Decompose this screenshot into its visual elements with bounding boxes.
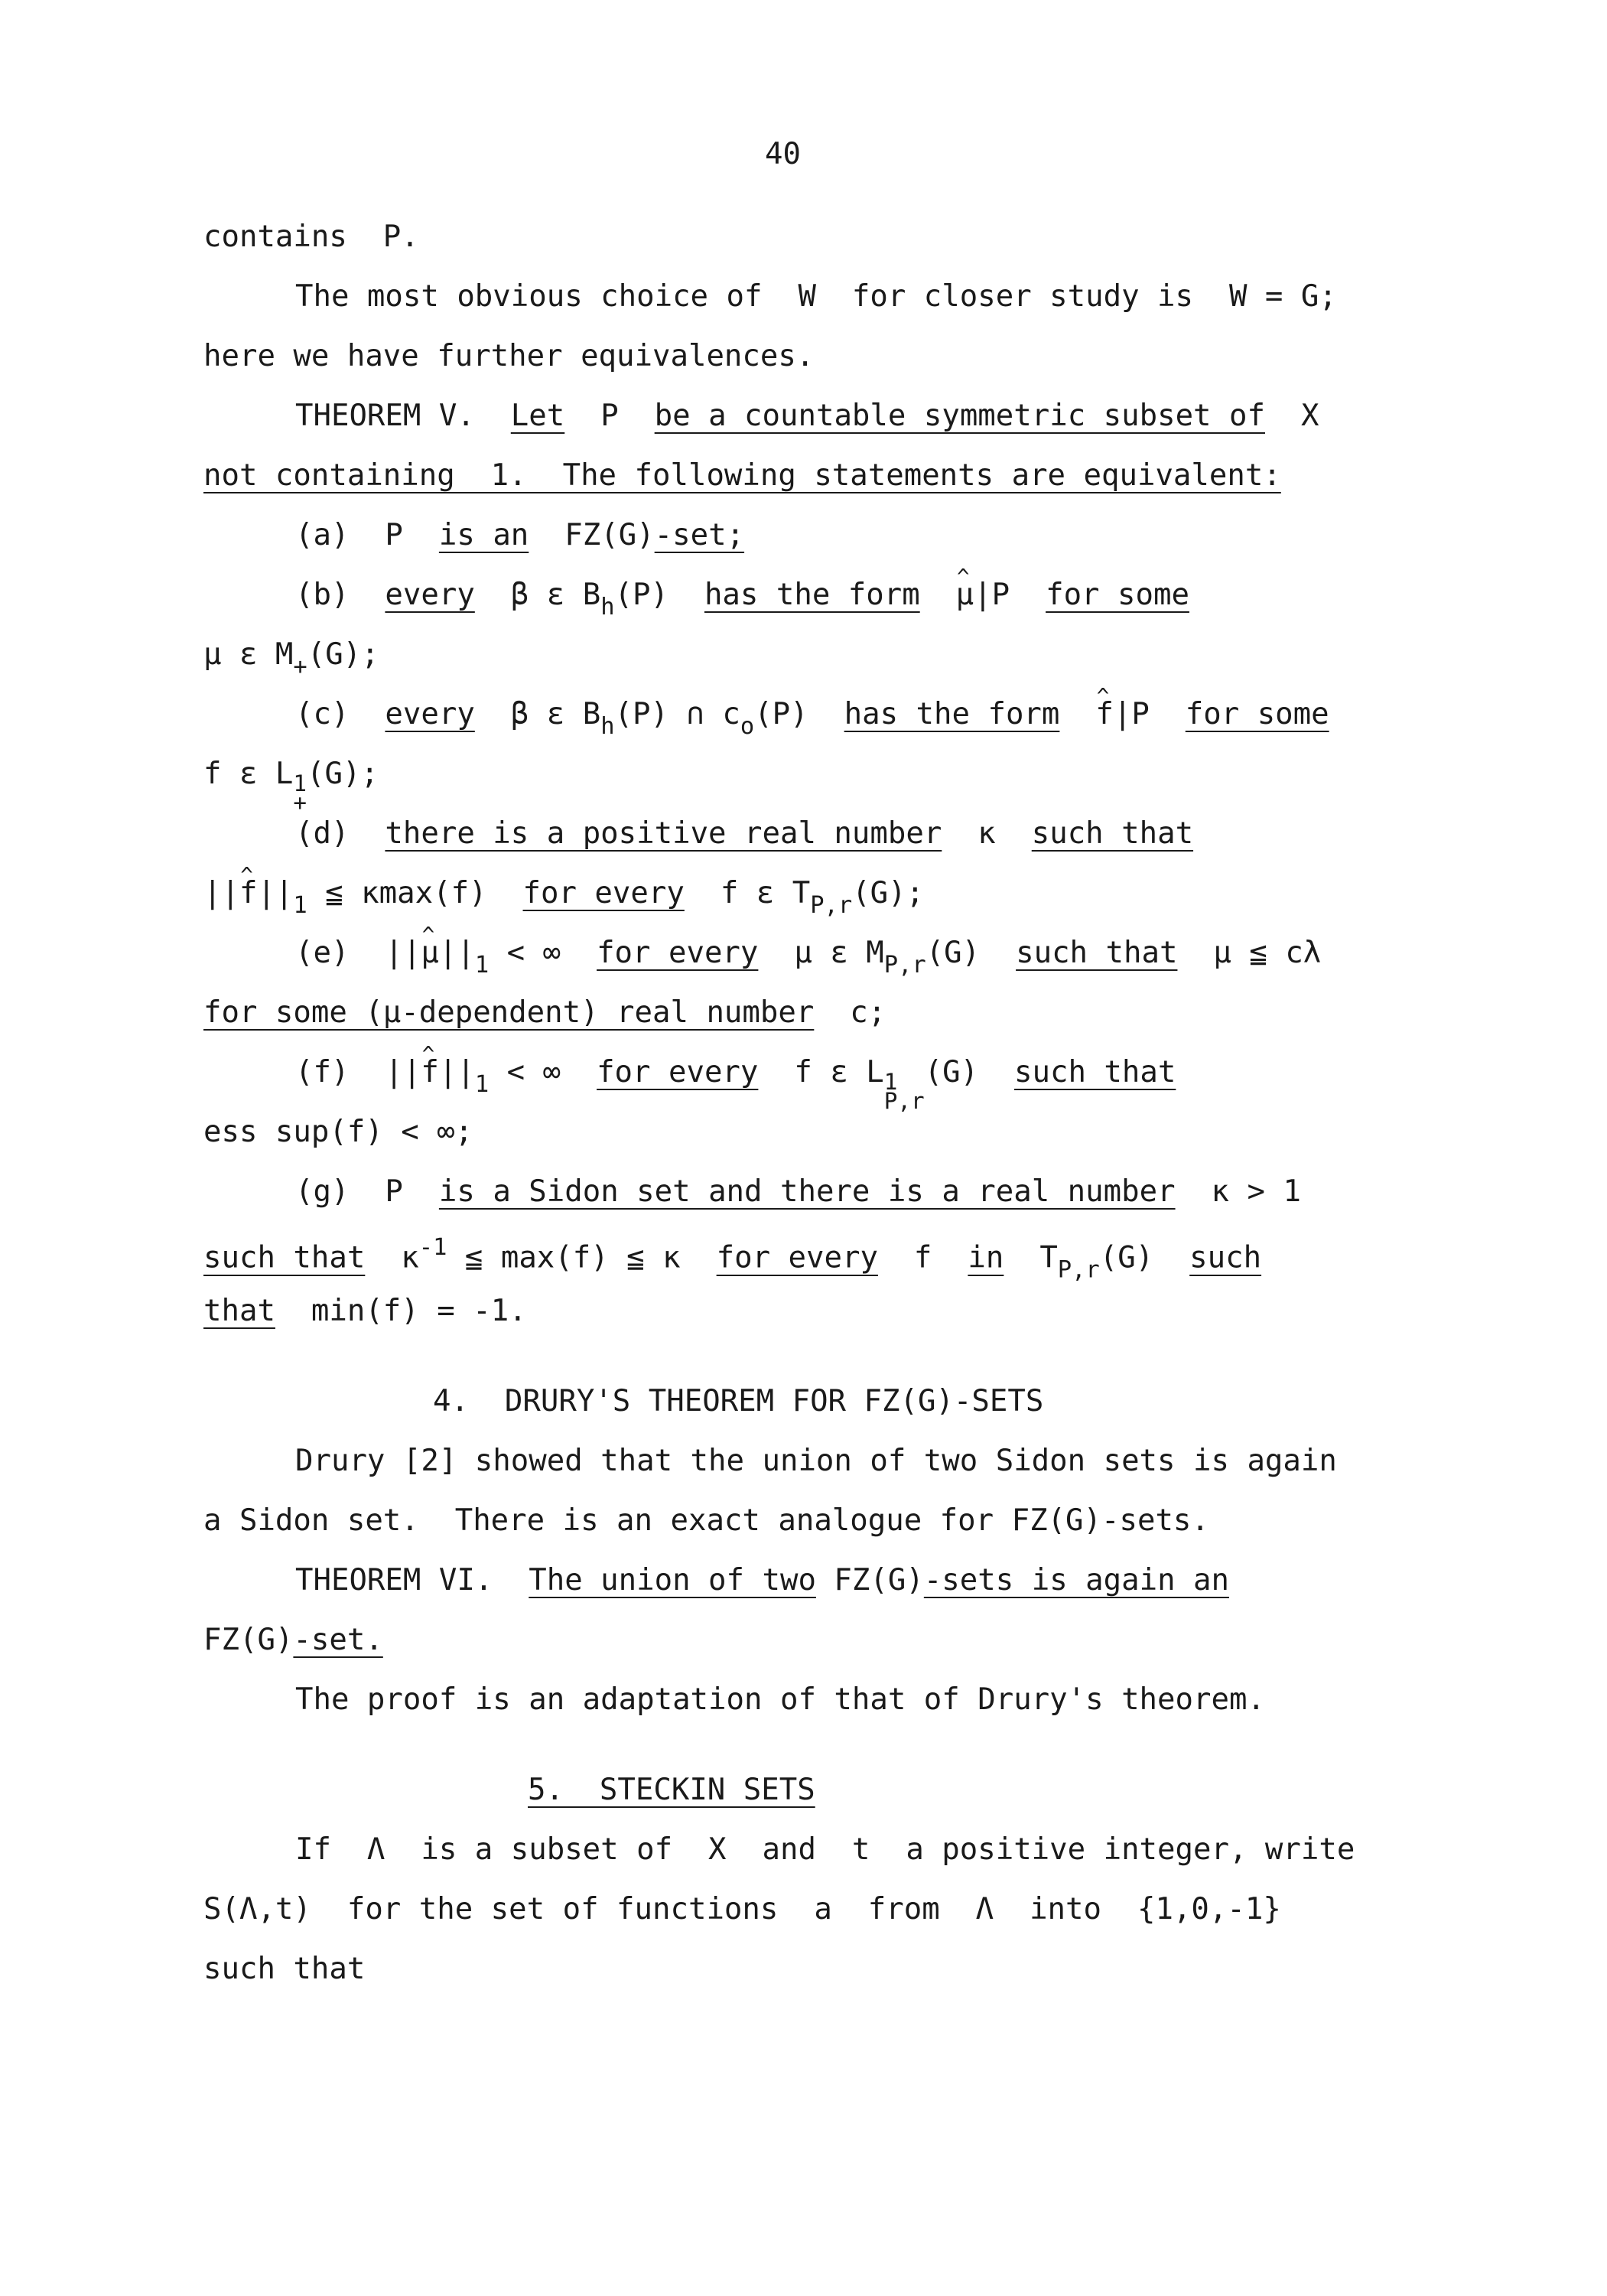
symbol: f xyxy=(913,1240,932,1275)
subscript: 1 xyxy=(474,1070,490,1098)
theorem-label: THEOREM V. xyxy=(295,399,475,433)
theorem-vi-line xyxy=(295,1565,1229,1595)
text-line: If Λ is a subset of X and t a positive integer, write xyxy=(295,1832,1355,1867)
symbol: ^ μ xyxy=(421,938,438,968)
text-line: S(Λ,t) for the set of functions a from Λ into {1,0,-1} xyxy=(203,1892,1281,1926)
symbol: (G); xyxy=(307,757,379,791)
theorem-v-line: not containing 1. The following statements are equivalent: xyxy=(203,458,1281,493)
symbol: f ε L xyxy=(794,1055,884,1089)
theorem-text: The union of two xyxy=(529,1563,816,1597)
symbol: μ ε M xyxy=(203,637,294,672)
symbol: || xyxy=(385,1055,421,1089)
symbol: || xyxy=(203,876,239,910)
item-e xyxy=(295,938,1321,977)
item-f-cont: ess sup(f) < ∞; xyxy=(203,1115,473,1149)
symbol: f ε L xyxy=(203,757,294,791)
symbol: ^ f xyxy=(239,878,257,908)
subscript: h xyxy=(600,712,615,740)
symbol: (G); xyxy=(852,876,925,910)
item-text: every xyxy=(385,697,475,731)
symbol: (G) xyxy=(925,936,981,970)
item-b-cont xyxy=(203,637,379,680)
subscript: P,r xyxy=(1057,1256,1100,1284)
theorem-text: -sets is again an xyxy=(923,1563,1229,1597)
symbol: |P xyxy=(1113,697,1150,731)
text-line: The most obvious choice of W for closer study is W = G; xyxy=(295,279,1337,314)
symbol: (G) xyxy=(924,1055,979,1089)
subscript: P,r xyxy=(883,1088,925,1115)
symbol: || xyxy=(438,936,475,970)
theorem-vi-line xyxy=(203,1625,383,1655)
symbol: ^ μ xyxy=(956,580,974,610)
text-line: contains P. xyxy=(203,220,419,254)
symbol: (P) xyxy=(754,697,808,731)
item-text: for every xyxy=(522,876,685,910)
symbol: min(f) = -1. xyxy=(311,1294,527,1328)
theorem-text: Let xyxy=(510,399,565,433)
text-line: here we have further equivalences. xyxy=(203,339,815,373)
item-e-cont xyxy=(203,995,886,1030)
symbol: X xyxy=(1300,399,1319,433)
item-a xyxy=(295,520,744,550)
symbol: T xyxy=(1039,1240,1058,1275)
item-text: such that xyxy=(1014,1055,1176,1089)
section-heading: 5. STECKIN SETS xyxy=(528,1773,815,1807)
symbol: f ε T xyxy=(720,876,811,910)
symbol: κ xyxy=(978,816,996,851)
item-label: (f) xyxy=(295,1055,350,1089)
subscript: o xyxy=(740,712,755,740)
subscript: P,r xyxy=(883,951,926,979)
symbol: μ ≦ cλ xyxy=(1213,936,1322,970)
subscript: 1 xyxy=(474,951,490,979)
symbol: (G) xyxy=(1099,1240,1154,1275)
item-label: (d) xyxy=(295,816,350,851)
symbol: |P xyxy=(974,578,1010,612)
item-g-cont xyxy=(203,1236,1261,1282)
item-text: such that xyxy=(1031,816,1194,851)
item-text: there is a positive real number xyxy=(385,816,942,851)
symbol: || xyxy=(257,876,294,910)
symbol: FZ(G) xyxy=(203,1623,294,1657)
item-text: -set; xyxy=(654,518,745,552)
symbol: β ε B xyxy=(510,578,601,612)
symbol: ^ f xyxy=(421,1057,438,1087)
theorem-v-line xyxy=(295,401,1319,431)
text-line: such that xyxy=(203,1952,366,1986)
subscript: + xyxy=(293,653,307,680)
item-text: such that xyxy=(203,1240,366,1275)
symbol: < ∞ xyxy=(506,1055,561,1089)
text-line: a Sidon set. There is an exact analogue for FZ(G)-sets. xyxy=(203,1503,1209,1538)
item-text: for every xyxy=(597,1055,759,1089)
item-label: (c) xyxy=(295,697,350,731)
text-line: Drury [2] showed that the union of two Sidon sets is again xyxy=(295,1444,1337,1478)
symbol: FZ(G) xyxy=(564,518,655,552)
subscript: + xyxy=(293,790,307,816)
symbol: P xyxy=(385,518,403,552)
symbol: P xyxy=(600,399,619,433)
section-heading: 4. DRURY'S THEOREM FOR FZ(G)-SETS xyxy=(433,1384,1044,1418)
symbol: c; xyxy=(850,995,886,1030)
item-c-cont xyxy=(203,757,379,816)
symbol: || xyxy=(438,1055,475,1089)
superscript: -1 xyxy=(418,1234,447,1261)
symbol: κ xyxy=(401,1240,419,1275)
item-text: is an xyxy=(438,518,529,552)
item-label: (b) xyxy=(295,578,350,612)
symbol: ≦ κmax(f) xyxy=(307,876,487,910)
item-c xyxy=(295,699,1329,738)
item-label: (a) xyxy=(295,518,350,552)
item-text: has the form xyxy=(704,578,920,612)
item-text: for some xyxy=(1185,697,1329,731)
item-text: for every xyxy=(716,1240,878,1275)
item-f xyxy=(295,1055,1176,1115)
subscript: 1 xyxy=(293,891,307,919)
item-text: such xyxy=(1189,1240,1262,1275)
symbol: β ε B xyxy=(510,697,601,731)
item-b xyxy=(295,580,1189,619)
item-g xyxy=(295,1174,1301,1209)
symbol: (P) ∩ c xyxy=(614,697,740,731)
symbol: < ∞ xyxy=(506,936,561,970)
symbol: || xyxy=(385,936,421,970)
item-text: in xyxy=(968,1240,1004,1275)
item-text: that xyxy=(203,1294,275,1328)
text-line: The proof is an adaptation of that of Drury's theorem. xyxy=(295,1682,1265,1717)
item-text: such that xyxy=(1016,936,1178,970)
theorem-text: be a countable symmetric subset of xyxy=(654,399,1265,433)
script-stack xyxy=(293,770,307,816)
subscript: P,r xyxy=(810,891,853,919)
item-d-cont xyxy=(203,878,924,917)
item-label: (g) xyxy=(295,1174,350,1209)
item-text: for every xyxy=(597,936,759,970)
symbol: (G); xyxy=(307,637,379,672)
page-number: 40 xyxy=(765,137,801,171)
item-text: for some xyxy=(1046,578,1189,612)
symbol: P xyxy=(385,1174,403,1209)
symbol: ≦ max(f) ≦ κ xyxy=(464,1240,681,1275)
item-text: for some (μ-dependent) real number xyxy=(203,995,815,1030)
item-g-cont xyxy=(203,1296,527,1326)
symbol: ^ f xyxy=(1095,699,1113,729)
theorem-label: THEOREM VI. xyxy=(295,1563,493,1597)
item-text: is a Sidon set and there is a real number xyxy=(438,1174,1176,1209)
item-text: every xyxy=(385,578,475,612)
superscript: 1 xyxy=(883,1069,898,1096)
symbol: (P) xyxy=(614,578,668,612)
item-label: (e) xyxy=(295,936,350,970)
item-d xyxy=(295,816,1194,851)
script-stack xyxy=(883,1069,925,1115)
symbol: κ > 1 xyxy=(1211,1174,1301,1209)
subscript: h xyxy=(600,593,615,620)
item-text: has the form xyxy=(844,697,1060,731)
theorem-text: -set. xyxy=(293,1623,383,1657)
symbol: μ ε M xyxy=(794,936,884,970)
superscript: 1 xyxy=(293,770,307,797)
symbol: FZ(G) xyxy=(834,1563,924,1597)
